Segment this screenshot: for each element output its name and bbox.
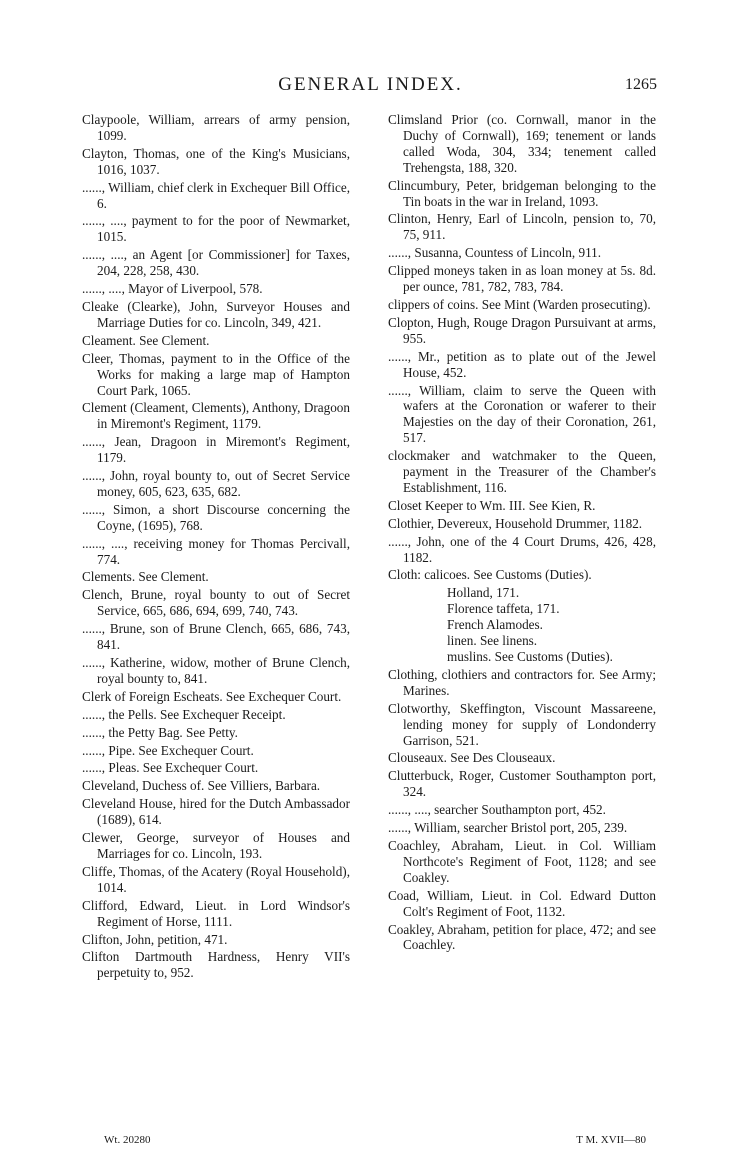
index-entry: ......, John, one of the 4 Court Drums, 426, 428, 1182. [388, 533, 656, 565]
index-entry: Cleer, Thomas, payment to in the Office of the Works for making a large map of Hampton Court Park, 1065. [82, 350, 350, 398]
footer-print-code: Wt. 20280 [104, 1134, 151, 1146]
index-entry: Clopton, Hugh, Rouge Dragon Pursuivant at arms, 955. [388, 314, 656, 346]
index-entry: ......, ...., Mayor of Liverpool, 578. [82, 281, 263, 297]
index-entry: ......, ...., payment to for the poor of Newmarket, 1015. [82, 213, 350, 245]
index-entry: Clutterbuck, Roger, Customer Southampton port, 324. [388, 768, 656, 800]
index-entry: Coachley, Abraham, Lieut. in Col. William Northcote's Regiment of Foot, 1128; and see Coakley. [388, 837, 656, 885]
index-entry: ......, Jean, Dragoon in Miremont's Regiment, 1179. [82, 434, 350, 466]
index-entry: Clothing, clothiers and contractors for. See Army; Marines. [388, 666, 656, 698]
index-column-right [388, 112, 656, 955]
index-entry: Clinton, Henry, Earl of Lincoln, pension to, 70, 75, 911. [388, 211, 656, 243]
index-entry: Coakley, Abraham, petition for place, 472; and see Coachley. [388, 921, 656, 953]
index-entry: ......, William, searcher Bristol port, 205, 239. [388, 820, 628, 836]
index-entry: Clouseaux. See Des Clouseaux. [388, 750, 556, 766]
index-entry: Clayton, Thomas, one of the King's Musicians, 1016, 1037. [82, 145, 350, 177]
index-entry: Clipped moneys taken in as loan money at 5s. 8d. per ounce, 781, 782, 783, 784. [388, 263, 656, 295]
index-entry: Cliffe, Thomas, of the Acatery (Royal Household), 1014. [82, 863, 350, 895]
index-entry: ......, ...., an Agent [or Commissioner] for Taxes, 204, 228, 258, 430. [82, 247, 350, 279]
index-entry: Clifton, John, petition, 471. [82, 931, 228, 947]
index-subentry: muslins. See Customs (Duties). [447, 649, 613, 664]
index-entry: ......, Pipe. See Exchequer Court. [82, 742, 254, 758]
index-subentry: linen. See linens. [447, 633, 538, 649]
index-entry: ......, Brune, son of Brune Clench, 665, 686, 743, 841. [82, 621, 350, 653]
index-entry: Climsland Prior (co. Cornwall, manor in the Duchy of Cornwall), 169; tenement or lands called Woda, 304, 334; tenement called Trehengsta, 188, 320. [388, 112, 656, 175]
index-entry: ......, Pleas. See Exchequer Court. [82, 760, 259, 776]
index-column-left [82, 112, 350, 983]
index-entry: ......, the Petty Bag. See Petty. [82, 724, 238, 740]
index-entry: ......, Katherine, widow, mother of Brune Clench, royal bounty to, 841. [82, 655, 350, 686]
index-subentry: Holland, 171. [447, 585, 520, 601]
index-entry: ......, ...., receiving money for Thomas Percivall, 774. [82, 535, 350, 567]
page-number: 1265 [625, 76, 657, 93]
index-entry: Clotworthy, Skeffington, Viscount Massareene, lending money for supply of Londonderry Garrison, 521. [388, 700, 656, 748]
index-entry: clippers of coins. See Mint (Warden prosecuting). [388, 296, 651, 312]
index-entry: Clement (Cleament, Clements), Anthony, Dragoon in Miremont's Regiment, 1179. [82, 400, 350, 432]
index-entry: Closet Keeper to Wm. III. See Kien, R. [388, 497, 596, 513]
index-entry: Clothier, Devereux, Household Drummer, 1182. [388, 515, 643, 531]
index-subentry: Florence taffeta, 171. [447, 601, 560, 617]
index-entry: Cleament. See Clement. [82, 332, 210, 348]
index-entry: ......, Susanna, Countess of Lincoln, 911. [388, 245, 602, 261]
index-entry: ......, Simon, a short Discourse concerning the Coyne, (1695), 768. [82, 501, 350, 533]
index-entry: Clewer, George, surveyor of Houses and Marriages for co. Lincoln, 193. [82, 830, 350, 861]
index-entry: Cloth: calicoes. See Customs (Duties). [388, 567, 592, 583]
footer-signature: T M. XVII—80 [576, 1134, 646, 1146]
index-entry: Clench, Brune, royal bounty to out of Secret Service, 665, 686, 694, 699, 740, 743. [82, 587, 350, 619]
index-entry: Clifford, Edward, Lieut. in Lord Windsor's Regiment of Horse, 1111. [82, 897, 350, 929]
index-entry: ......, the Pells. See Exchequer Receipt. [82, 706, 286, 722]
index-entry: Cleake (Clearke), John, Surveyor Houses and Marriage Duties for co. Lincoln, 349, 421. [82, 298, 350, 330]
index-entry: Cleveland House, hired for the Dutch Ambassador (1689), 614. [82, 796, 350, 828]
page-header [0, 74, 741, 100]
index-entry: Coad, William, Lieut. in Col. Edward Dutton Colt's Regiment of Foot, 1132. [388, 887, 656, 919]
index-entry: Clerk of Foreign Escheats. See Exchequer Court. [82, 688, 342, 704]
index-entry: ......, William, chief clerk in Exchequer Bill Office, 6. [82, 179, 350, 211]
index-entry: ......, Mr., petition as to plate out of the Jewel House, 452. [388, 348, 656, 380]
index-entry: Cleveland, Duchess of. See Villiers, Barbara. [82, 778, 321, 794]
index-subentry: French Alamodes. [447, 617, 543, 633]
index-entry: ......, John, royal bounty to, out of Secret Service money, 605, 623, 635, 682. [82, 468, 350, 499]
index-entry: Clifton Dartmouth Hardness, Henry VII's perpetuity to, 952. [82, 949, 350, 981]
index-entry: Clincumbury, Peter, bridgeman belonging to the Tin boats in the war in Ireland, 1093. [388, 177, 656, 209]
page-title: GENERAL INDEX. [278, 74, 463, 95]
index-entry: Clements. See Clement. [82, 569, 209, 585]
index-entry: ......, ...., searcher Southampton port, 452. [388, 802, 606, 818]
index-entry: clockmaker and watchmaker to the Queen, payment in the Treasurer of the Chamber's Establishment, 116. [388, 448, 656, 495]
index-entry: ......, William, claim to serve the Queen with wafers at the Coronation or waferer to their Majesties on the day of their Coronation, 261, 517. [388, 382, 656, 446]
index-entry: Claypoole, William, arrears of army pension, 1099. [82, 112, 350, 143]
